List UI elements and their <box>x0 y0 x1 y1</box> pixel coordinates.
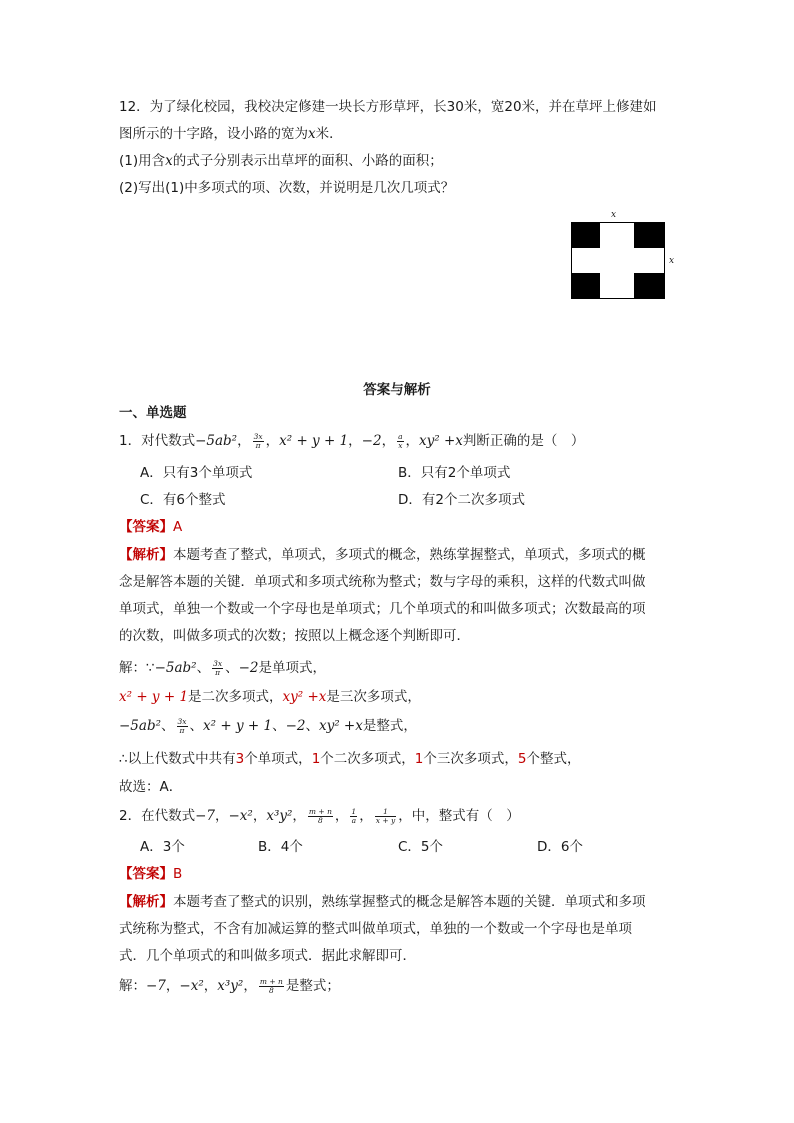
q2-analysis-text1: 本题考查了整式的识别，熟练掌握整式的概念是解答本题的关键．单项式和多项 <box>173 894 646 910</box>
q1-option-a: A．只有3个单项式 <box>140 465 253 481</box>
q1-sol1-post: 是单项式， <box>258 660 327 676</box>
q1-sol3-post: 是整式， <box>362 718 417 734</box>
q1-sol4-n2: 1 <box>311 751 321 767</box>
q2-answer-value: B <box>173 866 183 882</box>
q1-term3: x² + y + 1 <box>279 433 349 449</box>
q1-frac2-num: a <box>398 431 403 441</box>
q1-stem: 1．对代数式−5ab²， $\frac{3x}{\pi}$ ，x² + y + 1，−2， $\frac{a}{x}$ ，xy² +x判断正确的是（ ） <box>119 431 585 450</box>
q1-answer-value: A <box>173 519 183 535</box>
q1-term4: −2 <box>361 433 382 449</box>
q2-sol-frac-den: 8 <box>268 985 274 995</box>
q1-solution-line1: 解：∵−5ab²、 $\frac{3x}{\pi}$ 、−2是单项式， <box>119 658 327 677</box>
q1-analysis-line3: 单项式，单独一个数或一个字母也是单项式；几个单项式的和叫做多项式；次数最高的项 <box>119 601 646 617</box>
q1-sol1-frac-den: π <box>215 667 221 677</box>
q1-sol3-frac-num: 3x <box>177 716 187 726</box>
q2-frac1 <box>308 808 333 825</box>
q2-sol-frac-num: m + n <box>259 976 283 986</box>
q2-option-a: A．3个 <box>140 839 185 855</box>
figure-lawn-top-left <box>572 223 600 248</box>
q1-stem-post: 判断正确的是（ ） <box>462 433 585 449</box>
q2-term1: −7 <box>195 808 215 824</box>
q2-stem-post: ，中，整式有（ ） <box>398 808 520 824</box>
q1-answer <box>119 518 182 536</box>
q2-answer-label: 【答案】 <box>119 866 173 882</box>
q1-sol3-frac-den: π <box>179 725 185 735</box>
q12-part1-pre: (1)用含 <box>119 153 166 169</box>
q1-sol2-post: 是三次多项式， <box>326 689 421 705</box>
q1-analysis-label: 【解析】 <box>119 547 173 563</box>
q2-analysis-line2: 式统称为整式，不含有加减运算的整式叫做单项式，单独的一个数或一个字母也是单项 <box>119 921 632 937</box>
section-title: 一、单选题 <box>119 405 187 421</box>
q1-option-c: C．有6个整式 <box>140 492 226 508</box>
figure-label-top: x <box>611 210 617 220</box>
q1-sol1-t1: −5ab² <box>154 660 197 676</box>
q1-sol4-n3: 1 <box>414 751 424 767</box>
q2-analysis-line1 <box>119 893 646 911</box>
q1-sol1-t3: −2 <box>238 660 259 676</box>
q2-stem-pre: 2．在代数式 <box>119 808 196 824</box>
q2-sol-t1: −7 <box>146 978 166 994</box>
q2-frac2-num: 1 <box>351 806 357 816</box>
q12-line2 <box>119 125 343 143</box>
figure-lawn-bottom-right <box>634 273 664 298</box>
q2-answer <box>119 865 182 883</box>
q2-stem: 2．在代数式−7，−x²，x³y²， $\frac{m + n}{8}$ ， $\frac{1}{a}$ ， $\frac{1}{x + y}$ ，中，整式有（ ） <box>119 806 520 825</box>
q1-sol1-pre: 解：∵ <box>119 660 155 676</box>
figure-label-right: x <box>669 256 675 266</box>
q1-frac2 <box>397 433 403 450</box>
q2-analysis-line3: 式．几个单项式的和叫做多项式．据此求解即可． <box>119 948 416 964</box>
q2-frac1-den: 8 <box>318 815 323 825</box>
q1-solution-line2 <box>119 688 421 706</box>
q1-solution-line5: 故选：A． <box>119 779 183 795</box>
q1-sol4-n1: 3 <box>235 751 245 767</box>
q12-line2-text: 图所示的十字路，设小路的宽为 <box>119 126 308 142</box>
q1-frac1 <box>253 433 264 450</box>
q12-part1-post: 的式子分别表示出草坪的面积、小路的面积； <box>172 153 443 169</box>
q2-solution-line1: 解：−7，−x²，x³y²， $\frac{m + n}{8}$ 是整式； <box>119 976 340 995</box>
q1-analysis-text1: 本题考查了整式，单项式，多项式的概念，熟练掌握整式，单项式，多项式的概 <box>173 547 646 563</box>
q1-sol1-frac-num: 3x <box>213 658 223 668</box>
q2-term3: x³y² <box>266 808 293 824</box>
q1-sol3-frac <box>177 718 188 735</box>
q2-frac2 <box>350 808 357 825</box>
q2-sol-post: 是整式； <box>285 978 340 994</box>
q1-sol2-t2: xy² +x <box>282 689 327 705</box>
q2-analysis-label: 【解析】 <box>119 894 173 910</box>
q1-sol1-frac <box>212 660 223 677</box>
q2-frac1-num: m + n <box>308 806 332 816</box>
q1-analysis-line1 <box>119 546 646 564</box>
q1-stem-pre: 1．对代数式 <box>119 433 196 449</box>
q12-part2: (2)写出(1)中多项式的项、次数，并说明是几次几项式？ <box>119 180 455 196</box>
figure-lawn-top-right <box>634 223 664 248</box>
q12-line1: 12．为了绿化校园，我校决定修建一块长方形草坪，长30米，宽20米，并在草坪上修建如 <box>119 99 657 115</box>
q1-sol3-t3: x² + y + 1 <box>203 718 273 734</box>
q2-term2: −x² <box>228 808 253 824</box>
q1-sol4-mid2: 个二次多项式， <box>320 751 415 767</box>
cross-road-figure <box>571 222 665 299</box>
q1-sol4-pre: ∴以上代数式中共有 <box>119 751 236 767</box>
q12-line2-var: x <box>308 126 316 142</box>
q2-sol-pre: 解： <box>119 978 146 994</box>
q1-sol3-t5: xy² +x <box>318 718 363 734</box>
figure-lawn-bottom-left <box>572 273 600 298</box>
q1-sol2-mid: 是二次多项式， <box>188 689 283 705</box>
q1-solution-line3: −5ab²、 $\frac{3x}{\pi}$ 、x² + y + 1、−2、xy² +x是整式， <box>119 716 417 735</box>
q1-sol3-t4: −2 <box>285 718 306 734</box>
q1-term6: xy² +x <box>419 433 463 449</box>
q1-term1: −5ab² <box>195 433 238 449</box>
q2-sol-t3: x³y² <box>217 978 244 994</box>
q12-part1 <box>119 152 443 170</box>
q1-answer-label: 【答案】 <box>119 519 173 535</box>
q1-frac2-den: x <box>398 440 403 450</box>
q12-part1-var: x <box>165 153 173 169</box>
q2-frac3-num: 1 <box>375 808 397 817</box>
q2-frac3 <box>375 808 397 825</box>
q1-sol3-t1: −5ab² <box>119 718 162 734</box>
q1-option-d: D．有2个二次多项式 <box>398 492 525 508</box>
q1-sol4-n4: 5 <box>517 751 527 767</box>
q1-sol2-t1: x² + y + 1 <box>119 689 189 705</box>
q1-sol4-mid3: 个三次多项式， <box>423 751 518 767</box>
q2-frac3-den: x + y <box>375 815 396 825</box>
q1-frac1-den: π <box>255 440 261 450</box>
q2-frac2-den: a <box>351 815 357 825</box>
q1-option-b: B．只有2个单项式 <box>398 465 511 481</box>
q2-option-b: B．4个 <box>258 839 303 855</box>
q1-analysis-line2: 念是解答本题的关键．单项式和多项式统称为整式；数与字母的乘积，这样的代数式叫做 <box>119 574 646 590</box>
q1-solution-line4 <box>119 750 580 768</box>
q1-frac1-num: 3x <box>253 431 263 441</box>
q2-option-c: C．5个 <box>398 839 444 855</box>
q12-line2-end: 米． <box>315 126 343 142</box>
q2-sol-t2: −x² <box>179 978 204 994</box>
q1-sol4-post: 个整式， <box>526 751 581 767</box>
q2-option-d: D．6个 <box>537 839 583 855</box>
q1-sol4-mid1: 个单项式， <box>244 751 312 767</box>
q2-sol-frac <box>259 978 284 995</box>
q1-analysis-line4: 的次数，叫做多项式的次数；按照以上概念逐个判断即可． <box>119 628 470 644</box>
answers-title: 答案与解析 <box>363 382 431 398</box>
